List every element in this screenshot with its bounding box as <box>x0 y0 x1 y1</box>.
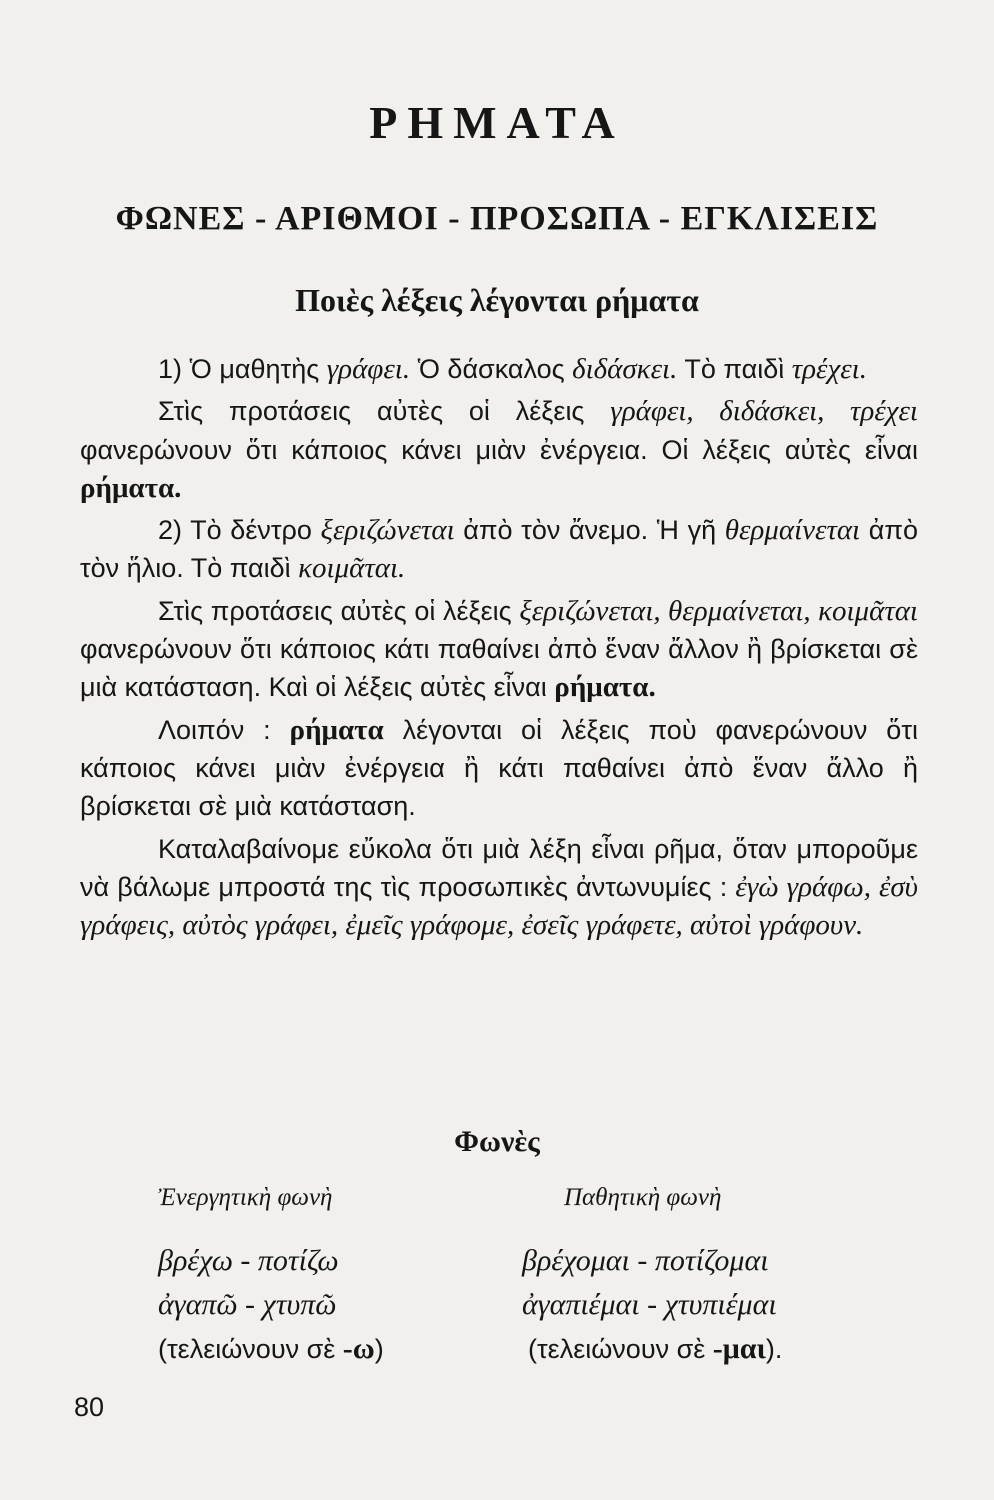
p4-italic-a: ξεριζώνεται, θερμαίνεται, κοιμᾶται <box>519 594 918 627</box>
p1-text-c: Τὸ παιδὶ <box>677 354 792 384</box>
active-example-2: ἀγαπῶ - χτυπῶ <box>158 1288 337 1321</box>
p3-text-c: ἀπὸ τὸν ἥλιο. Τὸ παιδὶ <box>80 515 918 584</box>
p6-italic-examples: ἐγὼ γράφω, ἐσὺ γράφεις, αὐτὸς γράφει, ἐμεῖς γράφομε, ἐσεῖς γράφετε, αὐτοὶ γράφουν. <box>80 870 918 942</box>
active-example-1: βρέχω - ποτίζω <box>158 1244 339 1277</box>
p1-italic-a: γράφει. <box>326 353 411 385</box>
p5-bold-term: ρήματα <box>289 713 384 746</box>
p3-text-b: ἀπὸ τὸν ἄνεμο. Ἡ γῆ <box>454 515 725 546</box>
p4-text-b: φανερώνουν ὅτι κάποιος κάτι παθαίνει ἀπὸ ἕναν ἄλλον ἢ βρίσκεται σὲ μιὰ κατάσταση. Καὶ οἱ λέξεις αὐτὲς εἶναι <box>80 634 918 703</box>
p3-italic-a: ξεριζώνεται <box>320 514 455 547</box>
passive-ending: -μαι <box>712 1332 766 1365</box>
passive-example-2: ἀγαπιέμαι - χτυπιέμαι <box>522 1288 777 1321</box>
p2-bold-term: ρήματα. <box>80 471 182 504</box>
p3-text-a: 2) Τὸ δέντρο <box>158 515 321 546</box>
paragraph-3 <box>80 511 918 588</box>
paragraph-5 <box>80 711 918 826</box>
p2-italic-a: γράφει, διδάσκει, τρέχει <box>610 395 918 428</box>
chapter-subtitle: ΦΩΝΕΣ - ΑΡΙΘΜΟΙ - ΠΡΟΣΩΠΑ - ΕΓΚΛΙΣΕΙΣ <box>115 200 879 237</box>
passive-ending-note <box>528 1332 782 1366</box>
p1-italic-c: τρέχει. <box>791 353 867 385</box>
p1-text-a: 1) Ὁ μαθητὴς <box>158 354 327 384</box>
active-ending-note <box>158 1332 384 1366</box>
page-title: ΡΗΜΑΤΑ <box>369 97 625 148</box>
p1-italic-b: διδάσκει. <box>572 353 678 385</box>
paragraph-2 <box>80 392 918 507</box>
p4-bold-term: ρήματα. <box>554 671 656 704</box>
p2-text-a: Στὶς προτάσεις αὐτὲς οἱ λέξεις <box>158 396 611 427</box>
page-number: 80 <box>74 1392 105 1422</box>
active-voice-header: Ἐνεργητικὴ φωνὴ <box>158 1184 333 1211</box>
voices-heading: Φωνὲς <box>454 1125 540 1158</box>
active-note-close: ) <box>374 1334 384 1364</box>
p3-italic-c: κοιμᾶται. <box>298 552 406 585</box>
p2-text-b: φανερώνουν ὅτι κάποιος κάνει μιὰν ἐνέργεια. Οἱ λέξεις αὐτὲς εἶναι <box>80 434 918 465</box>
p4-text-a: Στὶς προτάσεις αὐτὲς οἱ λέξεις <box>158 595 520 626</box>
p5-text-a: Λοιπόν : <box>158 714 290 745</box>
passive-note-close: ). <box>765 1334 783 1364</box>
passive-example-1: βρέχομαι - ποτίζομαι <box>522 1244 769 1277</box>
body-text <box>80 350 918 944</box>
active-note-text: (τελειώνουν σὲ <box>158 1334 343 1364</box>
paragraph-1 <box>80 350 918 388</box>
passive-voice-header: Παθητικὴ φωνὴ <box>564 1184 722 1211</box>
paragraph-4 <box>80 592 918 707</box>
active-ending: -ω <box>342 1332 375 1365</box>
section-heading: Ποιὲς λέξεις λέγονται ρήματα <box>295 282 699 318</box>
passive-note-text: (τελειώνουν σὲ <box>528 1334 713 1364</box>
p6-text-a: Καταλαβαίνομε εὔκολα ὅτι μιὰ λέξη εἶναι ρῆμα, ὅταν μποροῦμε νὰ βάλωμε μπροστά της τὶς προσωπικὲς ἀντωνυμίες : <box>80 833 918 902</box>
p1-text-b: Ὁ δάσκαλος <box>410 354 573 384</box>
p3-italic-b: θερμαίνεται <box>724 514 861 547</box>
p5-text-b: λέγονται οἱ λέξεις ποὺ φανερώνουν ὅτι κάποιος κάνει μιὰν ἐνέργεια ἢ κάτι παθαίνει ἀπὸ ἕναν ἄλλο ἢ βρίσκεται σὲ μιὰ κατάσταση. <box>80 714 918 822</box>
paragraph-6 <box>80 830 918 945</box>
